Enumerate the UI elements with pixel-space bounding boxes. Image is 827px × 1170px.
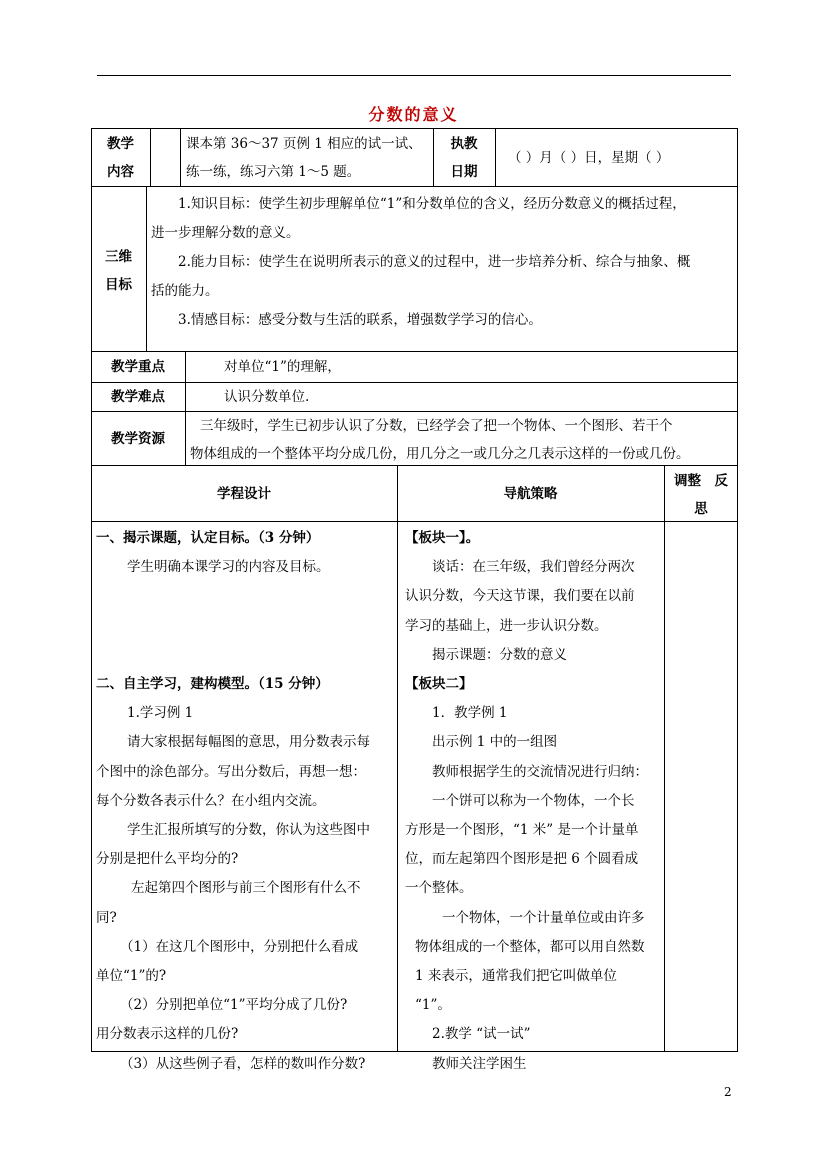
key-point-label: 教学重点 (111, 359, 165, 375)
list-item: 个图中的涂色部分。写出分数后，再想一想： (96, 763, 366, 780)
list-item: 同? (96, 909, 117, 926)
list-item: 2.教学 “试一试” (432, 1026, 531, 1043)
list-item: （2）分别把单位“1”平均分成了几份? (120, 997, 348, 1014)
list-item: 1．教学例 1 (432, 705, 508, 722)
content-label: 教学 内容 (107, 136, 134, 180)
reflect-column-header: 调整 反 思 (674, 473, 728, 517)
list-item: 学生汇报所填写的分数，你认为这些图中 (127, 822, 370, 839)
list-item: 认识分数，今天这节课，我们要在以前 (405, 588, 635, 605)
list-item: 【板块二】 (405, 676, 473, 693)
list-item: 教师根据学生的交流情况进行归纳： (432, 763, 648, 780)
list-item: 一个整体。 (405, 880, 473, 897)
list-item: 物体组成的一个整体，都可以用自然数 (415, 938, 645, 955)
list-item: 每个分数各表示什么？在小组内交流。 (96, 792, 326, 809)
list-item: 一个饼可以称为一个物体，一个长 (432, 792, 635, 809)
strategy-column-header: 导航策略 (503, 486, 558, 502)
list-item: 单位“1”的? (96, 968, 167, 985)
list-item: 一、揭示课题，认定目标。（3 分钟） (96, 530, 320, 546)
key-point-value: 对单位“1”的理解， (224, 359, 341, 375)
list-item: 分别是把什么平均分的? (96, 851, 239, 868)
list-item: （1）在这几个图形中，分别把什么看成 (120, 938, 359, 955)
resources-text: 三年级时，学生已初步认识了分数，已经学会了把一个物体、一个图形、若干个 物体组成的一个整体平均分成几份，用几分之一或几分之几表示这样的一份或几份。 (190, 418, 690, 462)
list-item: 教师关注学困生 (432, 1055, 527, 1072)
list-item: （3）从这些例子看，怎样的数叫作分数? (120, 1055, 366, 1072)
date-label: 执教 日期 (450, 136, 478, 180)
goals-text: 1.知识目标：使学生初步理解单位“1”和分数单位的含义，经历分数意义的概括过程， 进一步理解分数的意义。 2.能力目标：使学生在说明所表示的意义的过程中，进一步培养分析、综合与抽象、概 括的能力。 3.情感目标：感受分数与生活的联系，增强数学学习的信心。 (151, 196, 691, 328)
header-rule (97, 75, 731, 76)
content-text: 课本第 36～37 页例 1 相应的试一试、 练一练，练习六第 1～5 题。 (186, 136, 422, 180)
design-column-header: 学程设计 (217, 486, 271, 502)
list-item: “1”。 (415, 997, 451, 1014)
strategy-content (405, 524, 661, 1079)
list-item: 左起第四个图形与前三个图形有什么不 (131, 880, 361, 897)
list-item: 学习的基础上，进一步认识分数。 (405, 617, 608, 634)
list-item: 位，而左起第四个图形是把 6 个圆看成 (405, 851, 639, 868)
list-item: 方形是一个图形，“1 米” 是一个计量单 (405, 822, 639, 839)
date-value: （ ）月（ ）日，星期（ ） (508, 150, 670, 166)
list-item: 学生明确本课学习的内容及目标。 (127, 559, 330, 576)
list-item: 谈话：在三年级，我们曾经分两次 (432, 559, 635, 576)
difficulty-value: 认识分数单位. (224, 389, 310, 405)
list-item: 一个物体，一个计量单位或由许多 (442, 909, 645, 926)
design-content (96, 524, 394, 1079)
list-item: 1.学习例 1 (127, 705, 194, 722)
list-item: 出示例 1 中的一组图 (432, 734, 558, 751)
list-item: 请大家根据每幅图的意思，用分数表示每 (127, 734, 370, 751)
list-item: 用分数表示这样的几份? (96, 1026, 239, 1043)
list-item: 揭示课题：分数的意义 (432, 646, 567, 663)
page-number: 2 (724, 1085, 732, 1099)
list-item: 【板块一】。 (405, 530, 480, 546)
difficulty-label: 教学难点 (111, 389, 165, 405)
list-item: 1 来表示，通常我们把它叫做单位 (415, 968, 617, 985)
page-title: 分数的意义 (368, 105, 459, 124)
list-item: 二、自主学习，建构模型。（15 分钟） (96, 676, 329, 692)
goals-label: 三维 目标 (105, 249, 132, 293)
resources-label: 教学资源 (111, 431, 165, 447)
